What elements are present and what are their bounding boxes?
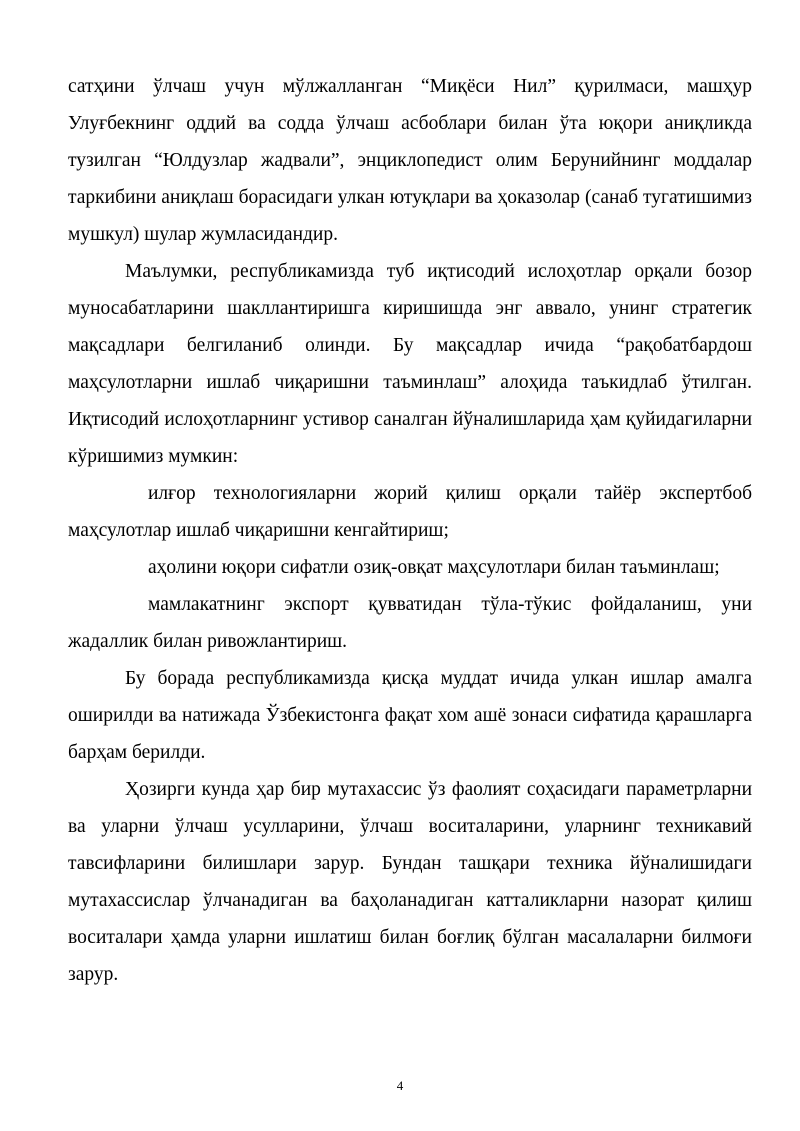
- paragraph-specialists: Ҳозирги кунда ҳар бир мутахассис ўз фаолият соҳасидаги параметрларни ва уларни ўлчаш усулларини, ўлчаш воситаларини, уларнинг техникавий тавсифларини билишлари зарур. Бундан ташқари техника йўналишидаги мутахассислар ўлчанадиган ва баҳоланадиган катталикларни назорат қилиш воситалари ҳамда уларни ишлатиш билан боғлиқ бўлган масалаларни билмоғи зарур.: [68, 779, 752, 985]
- page-body: [68, 68, 752, 993]
- paragraph-reforms-intro: Маълумки, республикамизда туб иқтисодий ислоҳотлар орқали бозор муносабатларини шакллантиришга киришишда энг аввало, унинг стратегик мақсадлари белгиланиб олинди. Бу мақсадлар ичида “рақобатбардош маҳсулотларни ишлаб чиқаришни таъминлаш” алоҳида таъкидлаб ўтилган. Иқтисодий ислоҳотларнинг устивор саналган йўналишларида ҳам қуйидагиларни кўришимиз мумкин:: [68, 261, 752, 467]
- list-item-technology: илғор технологияларни жорий қилиш орқали тайёр экспертбоб маҳсулотлар ишлаб чиқаришни кенгайтириш;: [68, 483, 752, 541]
- list-item-export: мамлакатнинг экспорт қувватидан тўла-тўкис фойдаланиш, уни жадаллик билан ривожлантириш.: [68, 594, 752, 652]
- page-number: 4: [396, 1078, 404, 1093]
- list-item-food-supply: аҳолини юқори сифатли озиқ-овқат маҳсулотлари билан таъминлаш;: [148, 557, 720, 578]
- paragraph-achievements: Бу борада республикамизда қисқа муддат ичида улкан ишлар амалга оширилди ва натижада Ўзбекистонга фақат хом ашё зонаси сифатида қарашларга барҳам берилди.: [68, 668, 752, 763]
- paragraph-continuation: сатҳини ўлчаш учун мўлжалланган “Миқёси Нил” қурилмаси, машҳур Улуғбекнинг оддий ва содда ўлчаш асбоблари билан ўта юқори аниқликда тузилган “Юлдузлар жадвали”, энциклопедист олим Берунийнинг моддалар таркибини аниқлаш борасидаги улкан ютуқлари ва ҳоказолар (санаб тугатишимиз мушкул) шулар жумласидандир.: [68, 76, 752, 245]
